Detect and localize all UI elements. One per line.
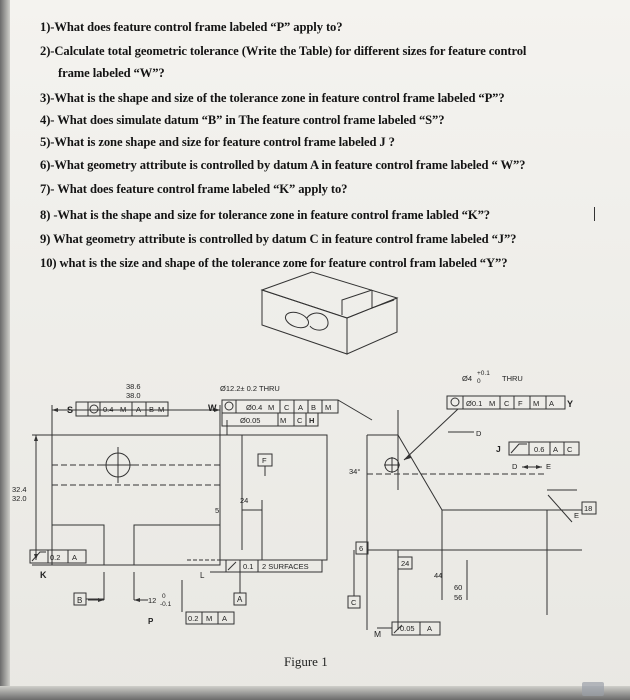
fcf-l-note: 2 SURFACES — [262, 562, 309, 571]
dim-24: 24 — [240, 496, 249, 505]
question-2: 2)-Calculate total geometric tolerance (Write the Table) for different sizes for feature control — [40, 44, 527, 58]
question-7: 7)- What does feature control frame labeled “K” apply to? — [40, 182, 348, 196]
isometric-view — [262, 272, 397, 354]
fcf-w-mod: M — [268, 403, 275, 412]
fcf-k-datum: A — [72, 553, 78, 562]
question-10: 10) what is the size and shape of the tolerance zon̵e for feature control fram labeled “Y”? — [40, 256, 508, 270]
fcf-w2-datum-c: C — [297, 416, 303, 425]
dim-44: 44 — [434, 571, 443, 580]
fcf-k-tol: 0.2 — [50, 553, 61, 562]
label-e: E — [574, 511, 580, 520]
label-d-arrow: D — [512, 462, 518, 471]
fcf-s-datum-b-mod: M — [158, 405, 165, 414]
fcf-s-tol: 0.4 — [103, 405, 114, 414]
fcf-s-mod: M — [120, 405, 127, 414]
page-badge-icon — [582, 682, 604, 696]
hole-callout-12.2: Ø12.2± 0.2 THRU — [220, 384, 280, 393]
fcf-w-datum-b: B — [311, 403, 317, 412]
fcf-p-mod: M — [206, 614, 213, 623]
fcf-w2-tol: Ø0.05 — [240, 416, 261, 425]
label-j: J — [496, 444, 501, 454]
dim-12: 12 — [148, 596, 157, 605]
dim-32.0: 32.0 — [12, 494, 27, 503]
question-3: 3)-What is the shape and size of the tolerance zone in feature control frame labeled “P”? — [40, 91, 505, 105]
question-5: 5)-What is zone shape and size for feature control frame labeled J ? — [40, 135, 395, 149]
question-9: 9) What geometry attribute is controlled by datum C in feature control frame labeled “J”? — [40, 232, 517, 246]
fcf-p-datum: A — [222, 614, 228, 623]
hole-4-upper: +0.1 — [477, 370, 490, 377]
fcf-m-tol: 0.05 — [400, 624, 415, 633]
left-view — [30, 402, 234, 624]
right-view — [348, 396, 596, 635]
dim-12-lower: -0.1 — [160, 601, 172, 608]
fcf-s-datum-a: A — [136, 405, 142, 414]
hole-4-thru: THRU — [502, 374, 523, 383]
question-4: 4)- What does simulate datum “B” in The feature control frame labeled “S”? — [40, 113, 445, 127]
fcf-y-tol: Ø0.1 — [466, 399, 483, 408]
dim-60: 60 — [454, 583, 463, 592]
fcf-y-datum-f-mod: M — [533, 399, 540, 408]
datum-b: B — [77, 596, 83, 605]
fcf-w2-datum-h: H — [309, 416, 315, 425]
label-e-arrow: E — [546, 462, 552, 471]
datum-a: A — [237, 595, 243, 604]
pen-mark — [594, 207, 595, 221]
fcf-w-datum-a: A — [298, 403, 304, 412]
fcf-y-datum-c: C — [504, 399, 510, 408]
fcf-l-tol: 0.1 — [243, 562, 254, 571]
fcf-j-datum-a: A — [553, 445, 559, 454]
label-y: Y — [567, 399, 574, 409]
dim-5: 5 — [215, 506, 220, 515]
fcf-y-mod: M — [489, 399, 496, 408]
datum-c: C — [351, 598, 357, 607]
fcf-p-tol: 0.2 — [188, 614, 199, 623]
fcf-y-datum-f: F — [518, 399, 523, 408]
dimension-arrows — [34, 408, 545, 602]
fcf-y-datum-a: A — [549, 399, 555, 408]
fcf-w-datum-c: C — [284, 403, 290, 412]
page-bottom-shadow — [0, 686, 630, 700]
fcf-m-datum: A — [427, 624, 433, 633]
hole-4-lower: 0 — [477, 378, 481, 385]
dim-24-right: 24 — [401, 559, 410, 568]
fcf-s-datum-b: B — [149, 405, 155, 414]
fcf-j-tol: 0.6 — [534, 445, 545, 454]
dim-12-upper: 0 — [162, 593, 166, 600]
label-s: S — [67, 405, 74, 415]
hole-4-dia: Ø4 — [462, 374, 473, 383]
dim-6: 6 — [359, 544, 364, 553]
question-2-continuation: frame labeled “W”? — [58, 66, 165, 80]
page-edge-shadow — [0, 0, 10, 700]
fcf-w2-mod: M — [280, 416, 287, 425]
question-1: 1)-What does feature control frame labeled “P” apply to? — [40, 20, 343, 34]
fcf-w-tol: Ø0.4 — [246, 403, 263, 412]
question-8: 8) -What is the shape and size for tolerance zone in feature control frame labled “K”? — [40, 208, 490, 222]
dim-38.6: 38.6 — [126, 382, 141, 391]
middle-view — [187, 400, 372, 605]
label-d: D — [476, 429, 482, 438]
dim-56: 56 — [454, 593, 463, 602]
figure-caption: Figure 1 — [284, 654, 328, 669]
angle-34: 34° — [349, 467, 361, 476]
label-k: K — [40, 570, 47, 580]
label-p: P — [148, 617, 154, 626]
fcf-j-datum-c: C — [567, 445, 573, 454]
engineering-drawing — [12, 260, 612, 680]
label-w: W — [208, 403, 217, 413]
label-m: M — [374, 629, 382, 639]
fcf-w-datum-b-mod: M — [325, 403, 332, 412]
dim-18: 18 — [584, 504, 593, 513]
label-l: L — [200, 571, 205, 580]
datum-f: F — [262, 456, 267, 465]
dim-38.0: 38.0 — [126, 391, 141, 400]
dim-32.4: 32.4 — [12, 485, 27, 494]
question-6: 6)-What geometry attribute is controlled by datum A in feature control frame labeled “ W”? — [40, 158, 526, 172]
